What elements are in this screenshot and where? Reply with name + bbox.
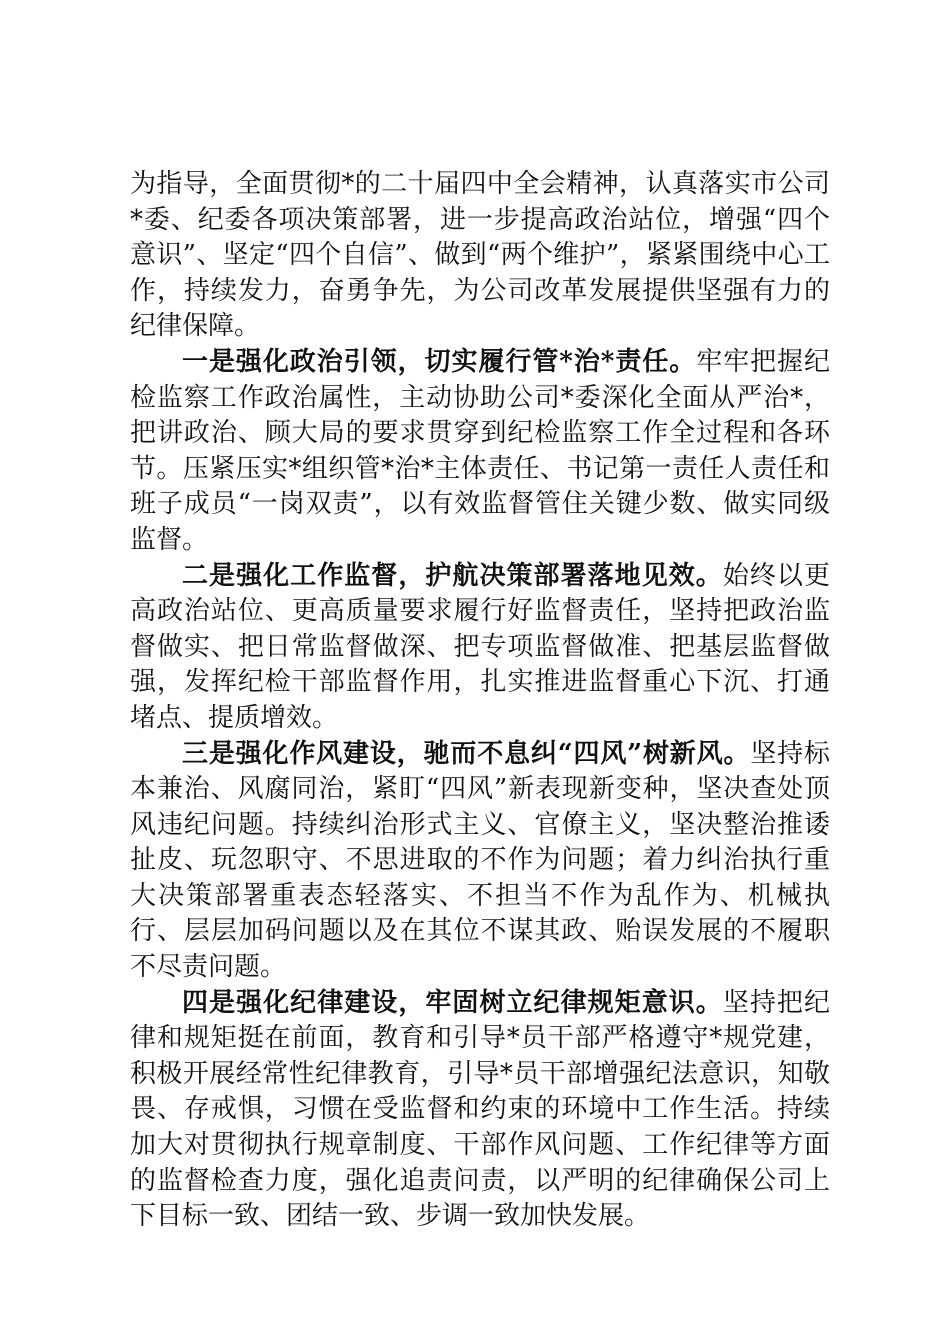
paragraph-point-1 [130, 345, 830, 559]
paragraph-text: 始终以更高政治站位、更高质量要求履行好监督责任，坚持把政治监督做实、把日常监督做深、把专项监督做准、把基层监督做强，发挥纪检干部监督作用，扎实推进监督重心下沉、打通堵点、提质增效。 [130, 560, 830, 733]
paragraph-point-3 [130, 737, 830, 986]
document-body [130, 167, 830, 1235]
paragraph-heading: 二是强化工作监督，护航决策部署落地见效。 [182, 560, 723, 591]
paragraph-point-4 [130, 986, 830, 1235]
paragraph-intro [130, 167, 830, 345]
paragraph-heading: 一是强化政治引领，切实履行管*治*责任。 [182, 346, 697, 377]
paragraph-point-2 [130, 559, 830, 737]
paragraph-text: 为指导，全面贯彻*的二十届四中全会精神，认真落实市公司*委、纪委各项决策部署，进一步提高政治站位，增强“四个意识”、坚定“四个自信”、做到“两个维护”，紧紧围绕中心工作，持续发力，奋勇争先，为公司改革发展提供坚强有力的纪律保障。 [130, 169, 830, 342]
paragraph-heading: 四是强化纪律建设，牢固树立纪律规矩意识。 [182, 987, 723, 1018]
paragraph-text: 坚持标本兼治、风腐同治，紧盯“四风”新表现新变种，坚决查处顶风违纪问题。持续纠治形式主义、官僚主义，坚决整治推诿扯皮、玩忽职守、不思进取的不作为问题；着力纠治执行重大决策部署重表态轻落实、不担当不作为乱作为、机械执行、层层加码问题以及在其位不谋其政、贻误发展的不履职不尽责问题。 [130, 738, 830, 983]
paragraph-text: 牢牢把握纪检监察工作政治属性，主动协助公司*委深化全面从严治*，把讲政治、顾大局的要求贯穿到纪检监察工作全过程和各环节。压紧压实*组织管*治*主体责任、书记第一责任人责任和班子成员“一岗双责”，以有效监督管住关键少数、做实同级监督。 [130, 346, 830, 555]
paragraph-heading: 三是强化作风建设，驰而不息纠“四风”树新风。 [182, 738, 751, 769]
paragraph-text: 坚持把纪律和规矩挺在前面，教育和引导*员干部严格遵守*规党建，积极开展经常性纪律教育，引导*员干部增强纪法意识，知敬畏、存戒惧，习惯在受监督和约束的环境中工作生活。持续加大对贯彻执行规章制度、干部作风问题、工作纪律等方面的监督检查力度，强化追责问责，以严明的纪律确保公司上下目标一致、团结一致、步调一致加快发展。 [130, 987, 830, 1232]
